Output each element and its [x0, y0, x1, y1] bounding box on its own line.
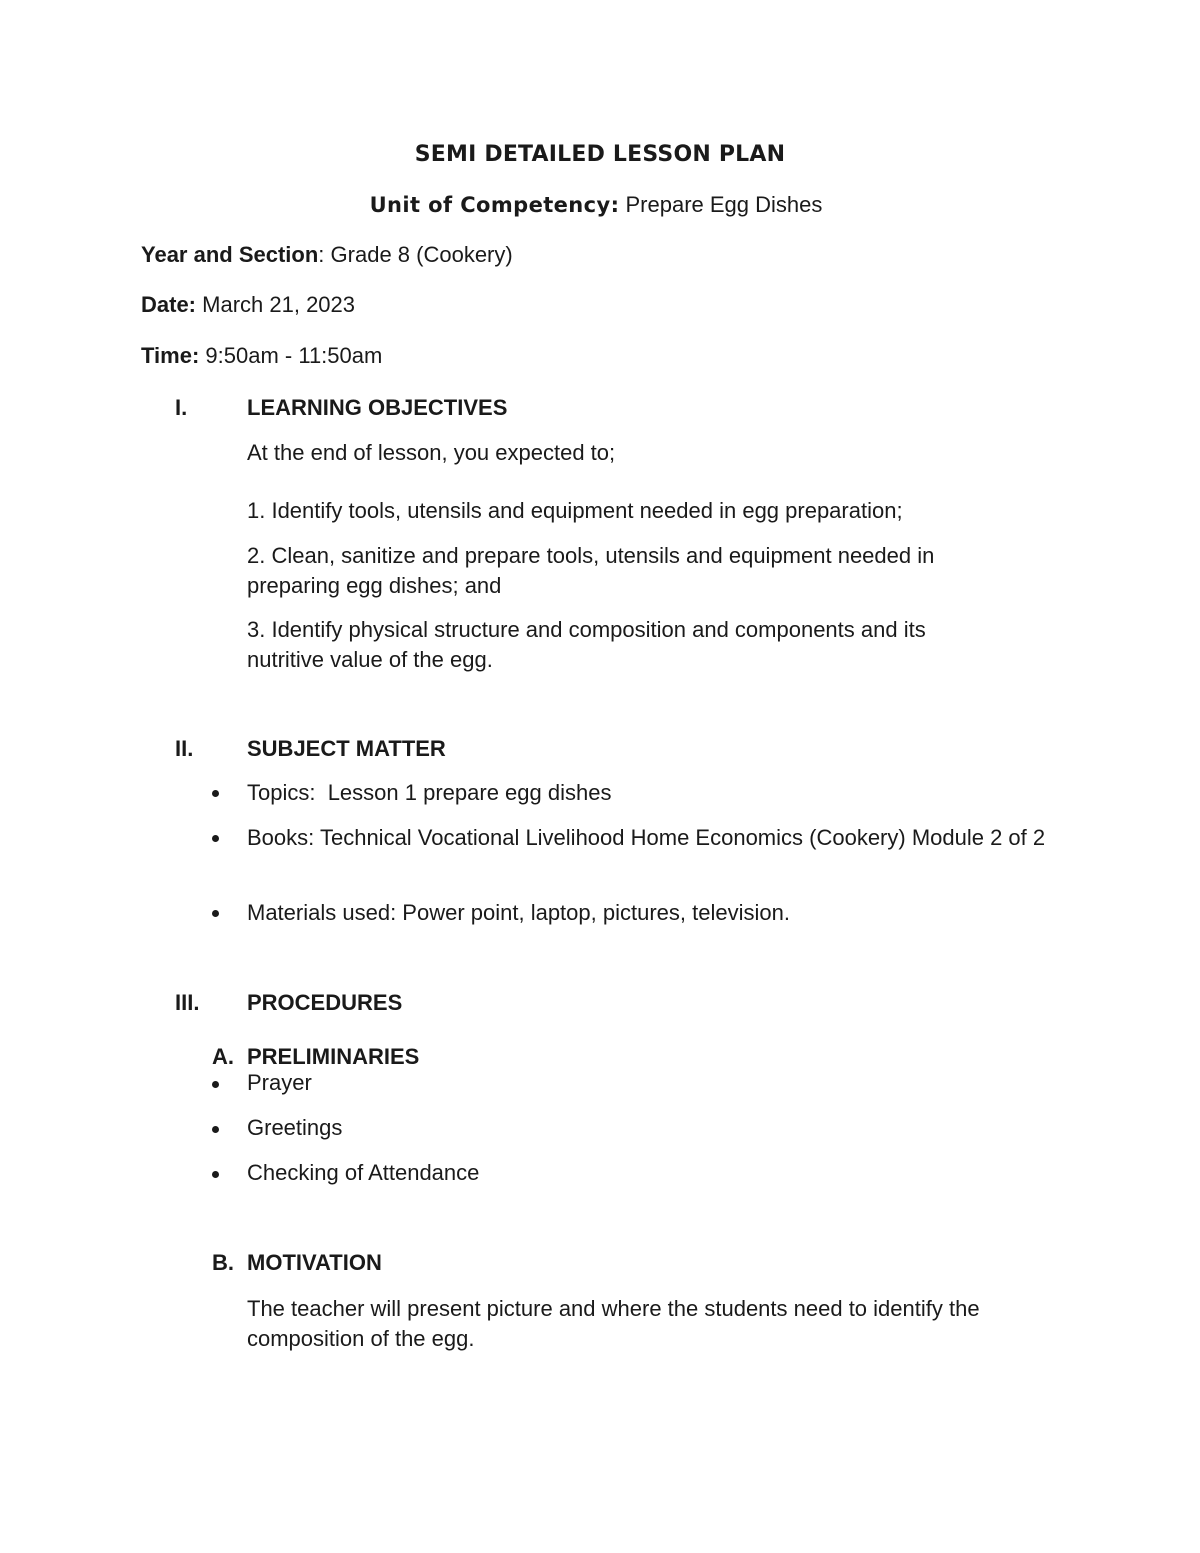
section-numeral: I.: [175, 395, 188, 420]
objective-item: 3. Identify physical structure and composition and components and its nutritive value of the egg.: [247, 617, 926, 672]
preliminary-item: Checking of Attendance: [247, 1160, 480, 1185]
subject-item-books: Books: Technical Vocational Livelihood Home Economics (Cookery) Module 2 of 2: [247, 825, 1046, 850]
field-label: Year and Section: [141, 242, 319, 267]
subject-item-topics: Topics: Lesson 1 prepare egg dishes: [247, 780, 612, 805]
unit-of-competency: [0, 192, 1192, 218]
field-label: Time:: [141, 343, 200, 368]
section-numeral: II.: [175, 736, 194, 761]
subsection-letter: A.: [212, 1044, 234, 1069]
field-label: Date:: [141, 292, 197, 317]
bullet-icon: [212, 835, 219, 842]
bullet-icon: [212, 1171, 219, 1178]
field-time: [141, 343, 382, 369]
section-heading-learning-objectives: LEARNING OBJECTIVES: [247, 395, 508, 420]
unit-label: Unit of Competency:: [369, 193, 620, 217]
preliminary-item: Prayer: [247, 1070, 312, 1095]
document-title: SEMI DETAILED LESSON PLAN: [414, 142, 786, 167]
field-year-section: [141, 242, 513, 268]
field-value: 9:50am - 11:50am: [205, 343, 383, 368]
bullet-icon: [212, 1081, 219, 1088]
section-heading-subject-matter: SUBJECT MATTER: [247, 736, 446, 761]
objective-item: 1. Identify tools, utensils and equipment needed in egg preparation;: [247, 498, 903, 523]
field-date: [141, 292, 355, 318]
subsection-letter: B.: [212, 1250, 234, 1275]
field-value: Grade 8 (Cookery): [330, 242, 513, 267]
bullet-icon: [212, 790, 219, 797]
objectives-intro: At the end of lesson, you expected to;: [247, 440, 616, 465]
objective-item: 2. Clean, sanitize and prepare tools, utensils and equipment needed in preparing egg dishes; and: [247, 543, 935, 598]
field-separator: :: [318, 242, 331, 267]
subject-item-materials: Materials used: Power point, laptop, pictures, television.: [247, 900, 790, 925]
subsection-heading-preliminaries: PRELIMINARIES: [247, 1044, 420, 1069]
preliminary-item: Greetings: [247, 1115, 343, 1140]
subsection-heading-motivation: MOTIVATION: [247, 1250, 382, 1275]
bullet-icon: [212, 1126, 219, 1133]
motivation-text: The teacher will present picture and where the students need to identify the composition of the egg.: [247, 1296, 980, 1351]
field-value: March 21, 2023: [202, 292, 356, 317]
section-heading-procedures: PROCEDURES: [247, 990, 403, 1015]
bullet-icon: [212, 910, 219, 917]
unit-value: Prepare Egg Dishes: [619, 192, 823, 217]
section-numeral: III.: [175, 990, 200, 1015]
